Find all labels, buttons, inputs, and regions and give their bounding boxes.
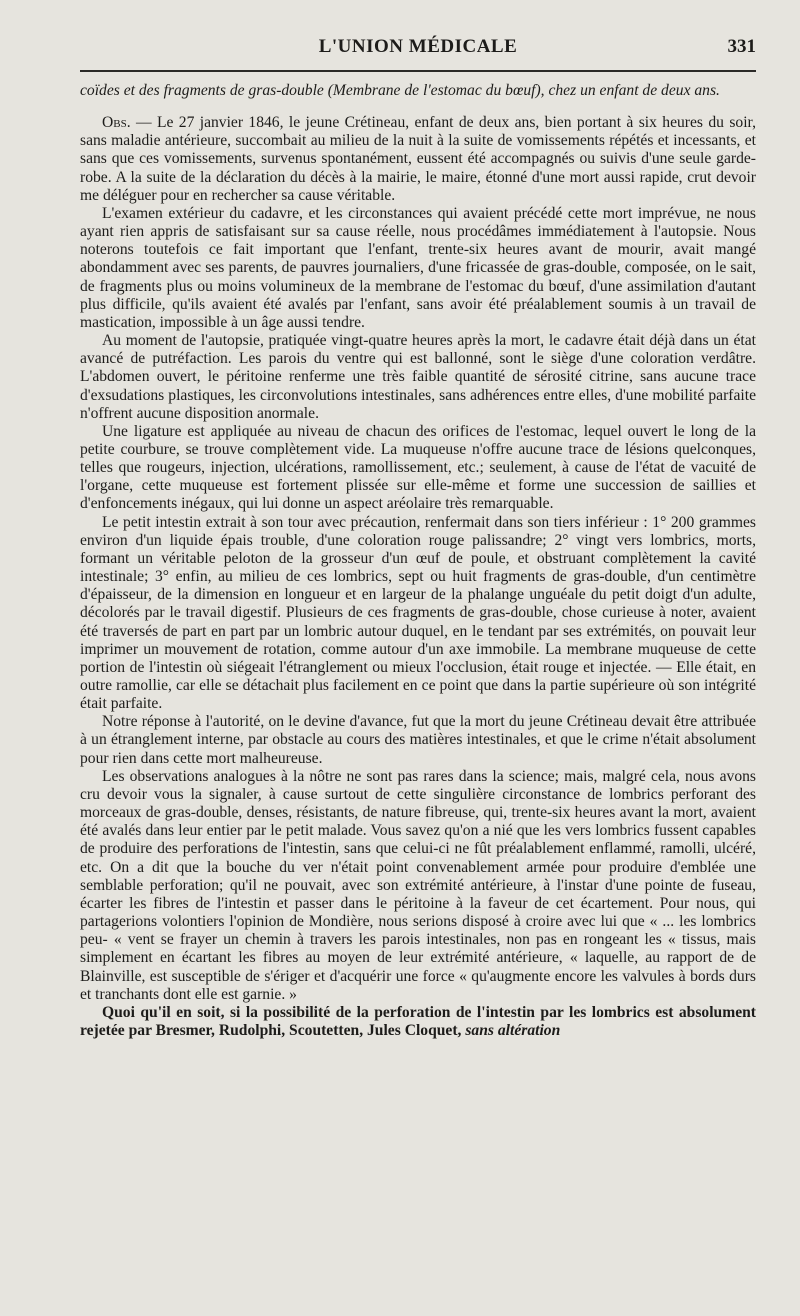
observation-title-continuation: coïdes et des fragments de gras-double (Membrane de l'estomac du bœuf), chez un enfant de deux ans. (80, 82, 720, 99)
page-number: 331 (727, 36, 756, 57)
header-rule (80, 70, 756, 72)
obs-label: Obs. (102, 114, 131, 132)
paragraph: L'examen extérieur du cadavre, et les circonstances qui avaient précédé cette mort imprévue, ne nous ayant rien appris de satisfaisant sur sa cause réelle, nous procédâmes immédiatement à l'autopsie. Nous noterons toutefois ce fait important que l'enfant, trente-six heures avant de mourir, avait mangé abondamment avec ses parents, de pauvres journaliers, d'une fricassée de gras-double, composée, on le sait, de fragments plus ou moins volumineux de la membrane de l'estomac du bœuf, d'une assimilation d'autant plus difficile, qu'ils avaient été avalés par l'enfant, sans avoir été préalablement soumis à un travail de mastication, impossible à un âge aussi tendre. (80, 204, 756, 331)
paragraph: Au moment de l'autopsie, pratiquée vingt-quatre heures après la mort, le cadavre était déjà dans un état avancé de putréfaction. Les parois du ventre qui est ballonné, sont le siège d'une coloration verdâtre. L'abdomen ouvert, le péritoine renferme une très faible quantité de sérosité citrine, sans aucune trace d'exsudations plastiques, les circonvolutions intestinales, sans adhérences entre elles, d'une mobilité parfaite n'offrent aucune disposition anormale. (80, 332, 756, 422)
paragraph-observation (80, 114, 756, 205)
paragraph: Notre réponse à l'autorité, on le devine d'avance, fut que la mort du jeune Crétineau devait être attribuée à un étranglement interne, par obstacle au cours des matières intestinales, et que le crime n'était absolument pour rien dans cette mort malheureuse. (80, 713, 756, 767)
paragraph: Le petit intestin extrait à son tour avec précaution, renfermait dans son tiers inférieur : 1° 200 grammes environ d'un liquide épais trouble, d'une coloration rouge palissandre; 2° vingt vers lombrics, morts, formant un véritable peloton de la grosseur d'un œuf de poule, et obstruant complètement la cavité intestinale; 3° enfin, au milieu de ces lombrics, sept ou huit fragments de gras-double, d'un centimètre d'épaisseur, de la dimension en longueur et en largeur de la phalange unguéale du petit doigt d'un adulte, décolorés par le travail digestif. Plusieurs de ces fragments de gras-double, chose curieuse à noter, avaient été traversés de part en part par un lombric autour duquel, en le tendant par ses extrémités, on pouvait leur imprimer un mouvement de rotation, comme autour d'un axe immobile. La membrane muqueuse de cette portion de l'intestin où siégeait l'étranglement ou mieux l'occlusion, était rouge et injectée. — Elle était, en outre ramollie, car elle se détachait plus facilement en ce point que dans la partie supérieure où son intégrité était parfaite. (80, 513, 756, 713)
running-title: L'UNION MÉDICALE (318, 36, 518, 57)
paragraph: Une ligature est appliquée au niveau de chacun des orifices de l'estomac, lequel ouvert le long de la petite courbure, se trouve complètement vide. La muqueuse n'offre aucune trace de lésions quelconques, telles que rougeurs, injection, ulcérations, ramollissement, etc.; seulement, à cause de l'état de vacuité de l'organe, cette muqueuse est fortement plissée sur elle-même et forme une succession de saillies et d'enfoncements inégaux, qui lui donne un aspect aréolaire très remarquable. (80, 422, 756, 513)
paragraph-closing (80, 1004, 756, 1040)
paragraph: Les observations analogues à la nôtre ne sont pas rares dans la science; mais, malgré cela, nous avons cru devoir vous la signaler, à cause surtout de cette singulière circonstance de lombrics perforant des morceaux de gras-double, denses, résistants, de nature fibreuse, qui, trente-six heures avant la mort, avaient été avalés dans leur entier par le petit malade. Vous savez qu'on a nié que les vers lombrics fussent capables de produire des perforations de l'intestin, sans que celui-ci ne fût préalablement enflammé, ramolli, ulcéré, etc. On a dit que la bouche du ver n'était point convenablement armée pour produire d'emblée une semblable perforation; qu'il ne pouvait, avec son extrémité antérieure, à l'instar d'une pointe de fuseau, écarter les fibres de l'intestin et passer dans le péritoine à la faveur de cet écartement. Pour nous, qui partagerions volontiers l'opinion de Mondière, nous serions disposé à croire avec lui que « ... les lombrics peu- « vent se frayer un chemin à travers les parois intestinales, non pas en rongeant les « tissus, mais simplement en écartant les fibres au moyen de leur extrémité antérieure, « laquelle, au rapport de de Blainville, est susceptible de s'ériger et d'acquérir une force « qu'augmente encore les valvules à bords durs et tranchants dont elle est garnie. » (80, 767, 756, 1003)
closing-italic-text: sans altération (465, 1021, 561, 1039)
paragraph-text: — Le 27 janvier 1846, le jeune Crétineau, enfant de deux ans, bien portant à six heures du soir, sans maladie antérieure, succombait au milieu de la nuit à la suite de vomissements répétés et incessants, et sans que ces vomissements, survenus spontanément, eussent été accompagnés ou suivis d'une seule garde-robe. A la suite de la déclaration du décès à la mairie, le maire, étonné d'une mort aussi rapide, crut devoir me déléguer pour en rechercher sa cause véritable. (80, 114, 756, 204)
closing-text: Quoi qu'il en soit, si la possibilité de la perforation de l'intestin par les lombrics est absolument rejetée par Bresmer, Rudolphi, Scoutetten, Jules Cloquet, (80, 1003, 756, 1039)
page-header (80, 36, 756, 60)
article-body (80, 82, 756, 1040)
